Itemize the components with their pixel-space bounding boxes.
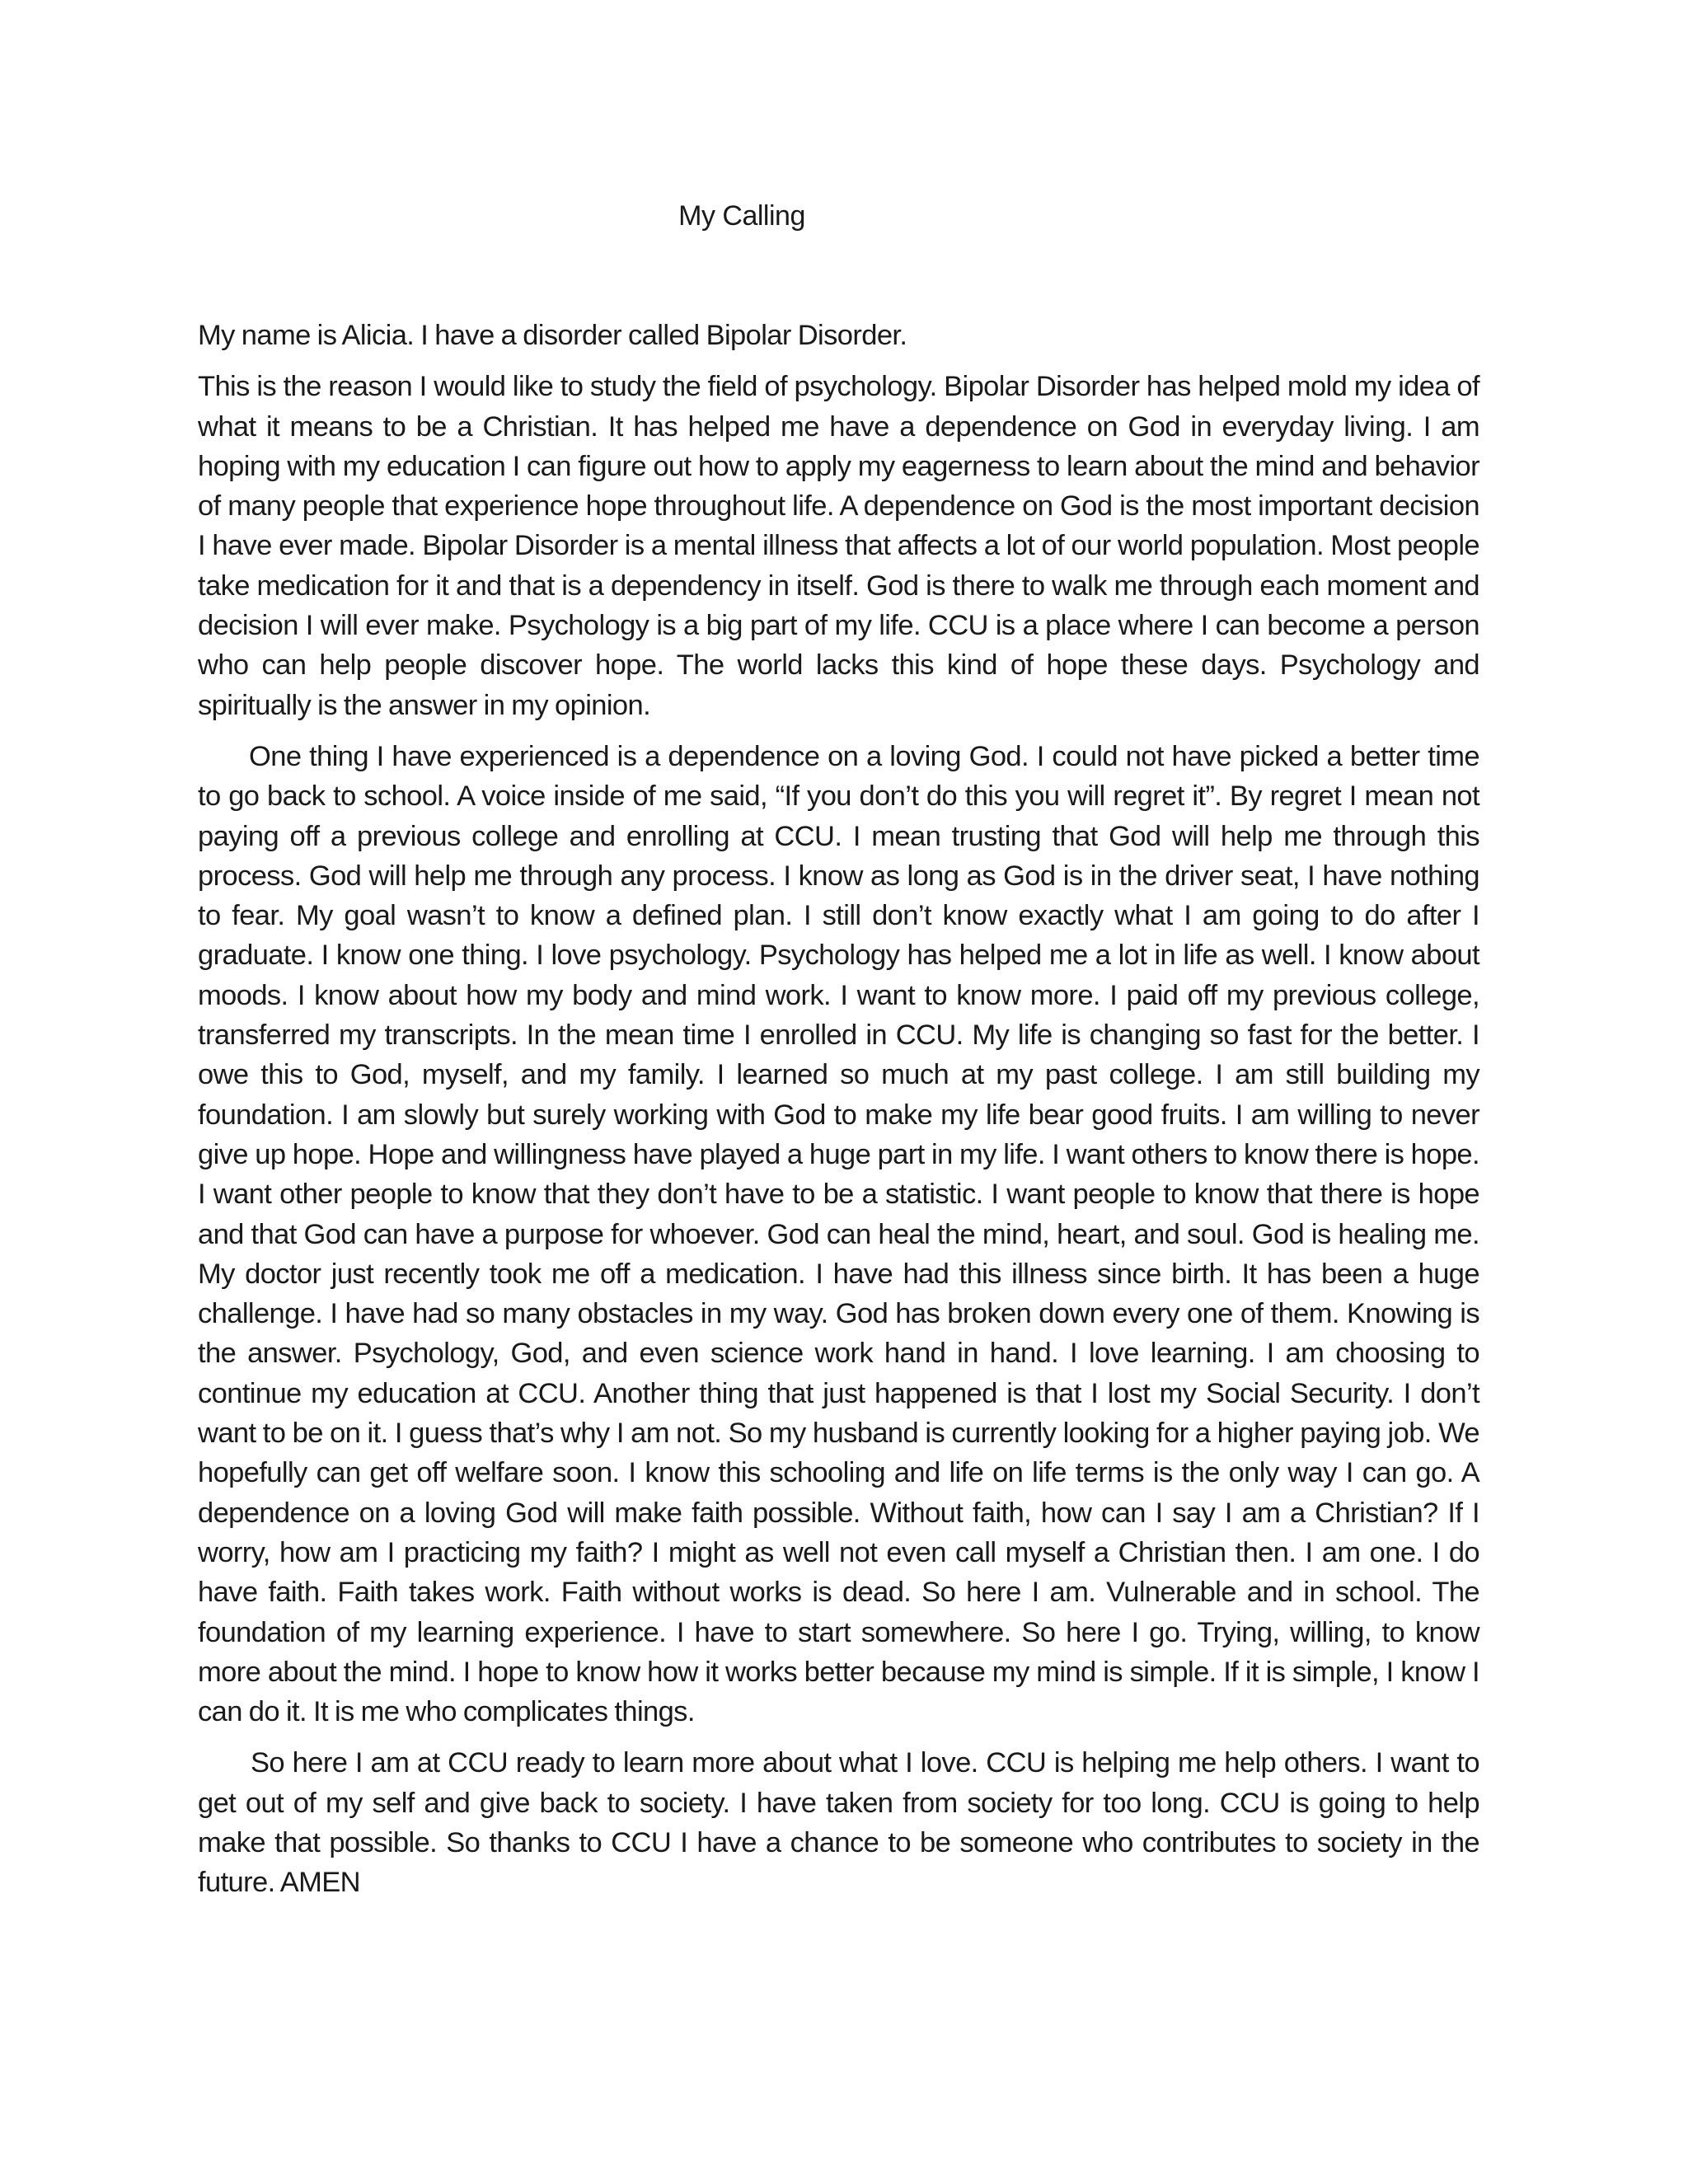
paragraph-intro: My name is Alicia. I have a disorder called Bipolar Disorder. — [198, 320, 907, 351]
paragraph-experience: One thing I have experienced is a dependence on a loving God. I could not have picked a better time to go back to school. A voice inside of me said, “If you don’t do this you will regret it”. By regret I mean not paying off a previous college and enrolling at CCU. I mean trusting that God will help me through this process. God will help me through any process. I know as long as God is in the driver seat, I have nothing to fear. My goal wasn’t to know a defined plan. I still don’t know exactly what I am going to do after I graduate. I know one thing. I love psychology. Psychology has helped me a lot in life as well. I know about moods. I know about how my body and mind work. I want to know more. I paid off my previous college, transferred my transcripts. In the mean time I enrolled in CCU. My life is changing so fast for the better. I owe this to God, myself, and my family. I learned so much at my past college. I am still building my foundation. I am slowly but surely working with God to make my life bear good fruits. I am willing to never give up hope. Hope and willingness have played a huge part in my life. I want others to know there is hope. I want other people to know that they don’t have to be a statistic. I want people to know that there is hope and that God can have a purpose for whoever. God can heal the mind, heart, and soul. God is healing me. My doctor just recently took me off a medication. I have had this illness since birth. It has been a huge challenge. I have had so many obstacles in my way. God has broken down every one of them. Knowing is the answer. Psychology, God, and even science work hand in hand. I love learning. I am choosing to continue my education at CCU. Another thing that just happened is that I lost my Social Security. I don’t want to be on it. I guess that’s why I am not. So my husband is currently looking for a higher paying job. We hopefully can get off welfare soon. I know this schooling and life on life terms is the only way I can go. A dependence on a loving God will make faith possible. Without faith, how can I say I am a Christian? If I worry, how am I practicing my faith? I might as well not even call myself a Christian then. I am one. I do have faith. Faith takes work. Faith without works is dead. So here I am. Vulnerable and in school. The foundation of my learning experience. I have to start somewhere. So here I go. Trying, willing, to know more about the mind. I hope to know how it works better because my mind is simple. If it is simple, I know I can do it. It is me who complicates things. — [198, 740, 1479, 1728]
paragraph-conclusion: So here I am at CCU ready to learn more about what I love. CCU is helping me help others. I want to get out of my self and give back to society. I have taken from society for too long. CCU is going to help make that possible. So thanks to CCU I have a chance to be someone who contributes to society in the future. AMEN — [198, 1747, 1479, 1899]
document-title: My Calling — [678, 200, 805, 232]
document-body — [198, 316, 1479, 1915]
paragraph-reason: This is the reason I would like to study the field of psychology. Bipolar Disorder has helped mold my idea of what it means to be a Christian. It has helped me have a dependence on God in everyday living. I am hoping with my education I can figure out how to apply my eagerness to learn about the mind and behavior of many people that experience hope throughout life. A dependence on God is the most important decision I have ever made. Bipolar Disorder is a mental illness that affects a lot of our world population. Most people take medication for it and that is a dependency in itself. God is there to walk me through each moment and decision I will ever make. Psychology is a big part of my life. CCU is a place where I can become a person who can help people discover hope. The world lacks this kind of hope these days. Psychology and spiritually is the answer in my opinion. — [198, 371, 1479, 721]
